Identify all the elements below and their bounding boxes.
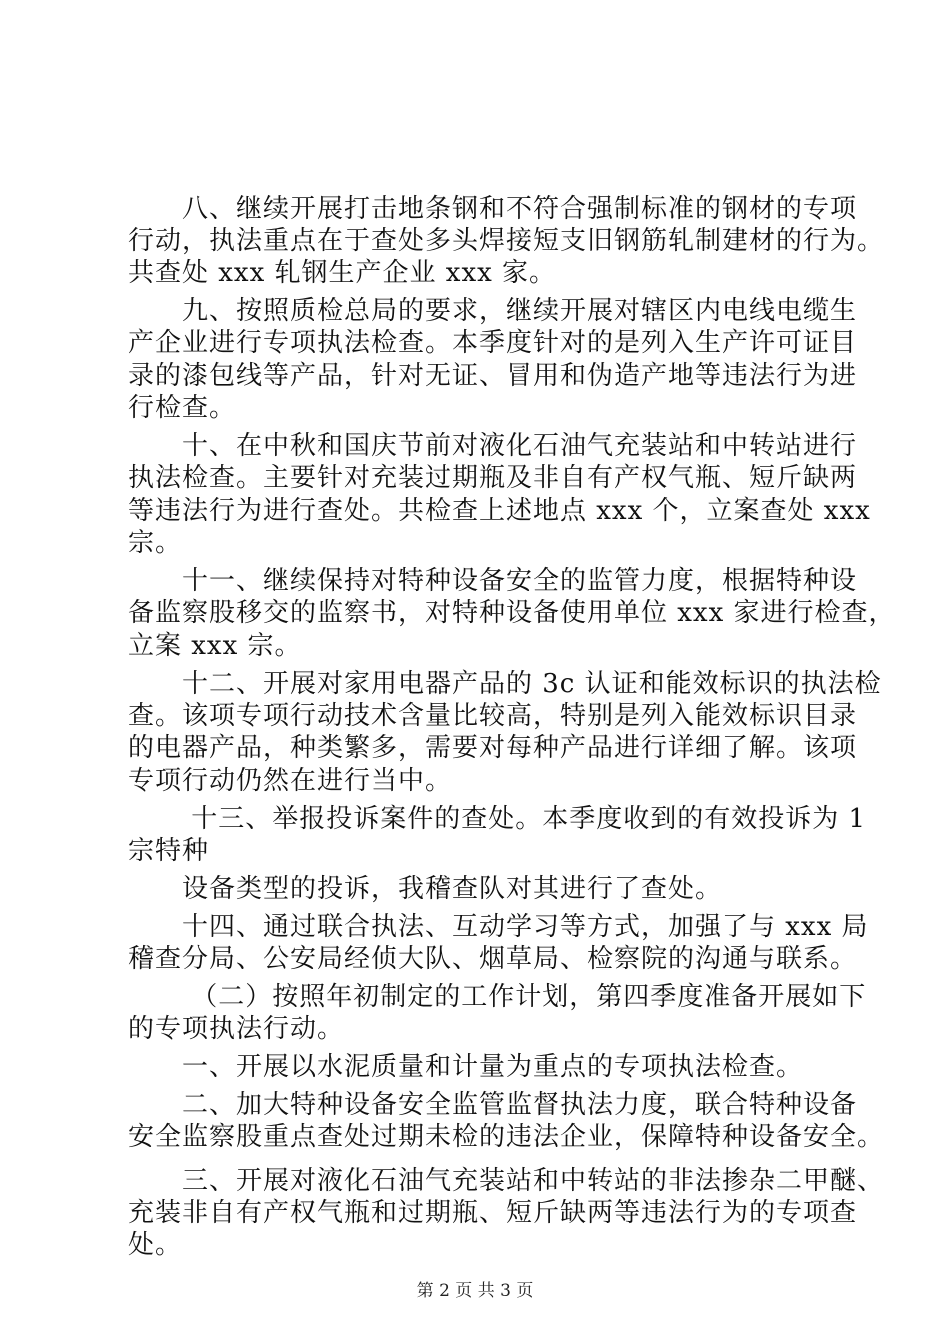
page-footer: 第 2 页 共 3 页 xyxy=(416,1281,534,1301)
text-line: 三、开展对液化石油气充装站和中转站的非法掺杂二甲醚、 xyxy=(128,1166,885,1196)
text-line: （二）按照年初制定的工作计划，第四季度准备开展如下 xyxy=(128,982,867,1012)
text-line: 稽查分局、公安局经侦大队、烟草局、检察院的沟通与联系。 xyxy=(128,944,858,974)
text-line: 十、在中秋和国庆节前对液化石油气充装站和中转站进行 xyxy=(128,431,858,461)
text-line: 行动，执法重点在于查处多头焊接短支旧钢筋轧制建材的行为。 xyxy=(128,226,885,256)
text-line: 立案 xxx 宗。 xyxy=(128,631,302,661)
text-line: 宗特种 xyxy=(128,836,210,866)
text-line: 的电器产品，种类繁多，需要对每种产品进行详细了解。该项 xyxy=(128,733,858,763)
text-line: 产企业进行专项执法检查。本季度针对的是列入生产许可证目 xyxy=(128,328,858,358)
text-line: 备监察股移交的监察书，对特种设备使用单位 xxx 家进行检查， xyxy=(128,598,896,628)
text-line: 十四、通过联合执法、互动学习等方式，加强了与 xxx 局 xyxy=(128,912,869,942)
text-line: 处。 xyxy=(128,1230,183,1260)
text-line: 二、加大特种设备安全监管监督执法力度，联合特种设备 xyxy=(128,1090,858,1120)
text-line: 一、开展以水泥质量和计量为重点的专项执法检查。 xyxy=(128,1052,804,1082)
text-line: 充装非自有产权气瓶和过期瓶、短斤缺两等违法行为的专项查 xyxy=(128,1198,858,1228)
text-line: 八、继续开展打击地条钢和不符合强制标准的钢材的专项 xyxy=(128,194,858,224)
text-line: 查。该项专项行动技术含量比较高，特别是列入能效标识目录 xyxy=(128,701,858,731)
text-line: 专项行动仍然在进行当中。 xyxy=(128,766,453,796)
text-line: 宗。 xyxy=(128,528,183,558)
text-line: 设备类型的投诉，我稽查队对其进行了查处。 xyxy=(128,874,723,904)
text-line: 十一、继续保持对特种设备安全的监管力度，根据特种设 xyxy=(128,566,858,596)
text-line: 共查处 xxx 轧钢生产企业 xxx 家。 xyxy=(128,258,557,288)
text-line: 录的漆包线等产品，针对无证、冒用和伪造产地等违法行为进 xyxy=(128,361,858,391)
text-line: 等违法行为进行查处。共检查上述地点 xxx 个，立案查处 xxx xyxy=(128,496,871,526)
text-line: 的专项执法行动。 xyxy=(128,1014,345,1044)
text-line: 行检查。 xyxy=(128,393,237,423)
text-line: 十三、举报投诉案件的查处。本季度收到的有效投诉为 1 xyxy=(128,804,867,834)
text-line: 九、按照质检总局的要求，继续开展对辖区内电线电缆生 xyxy=(128,296,858,326)
text-line: 执法检查。主要针对充装过期瓶及非自有产权气瓶、短斤缺两 xyxy=(128,463,858,493)
text-line: 十二、开展对家用电器产品的 3c 认证和能效标识的执法检 xyxy=(128,669,882,699)
text-line: 安全监察股重点查处过期未检的违法企业，保障特种设备安全。 xyxy=(128,1122,885,1152)
